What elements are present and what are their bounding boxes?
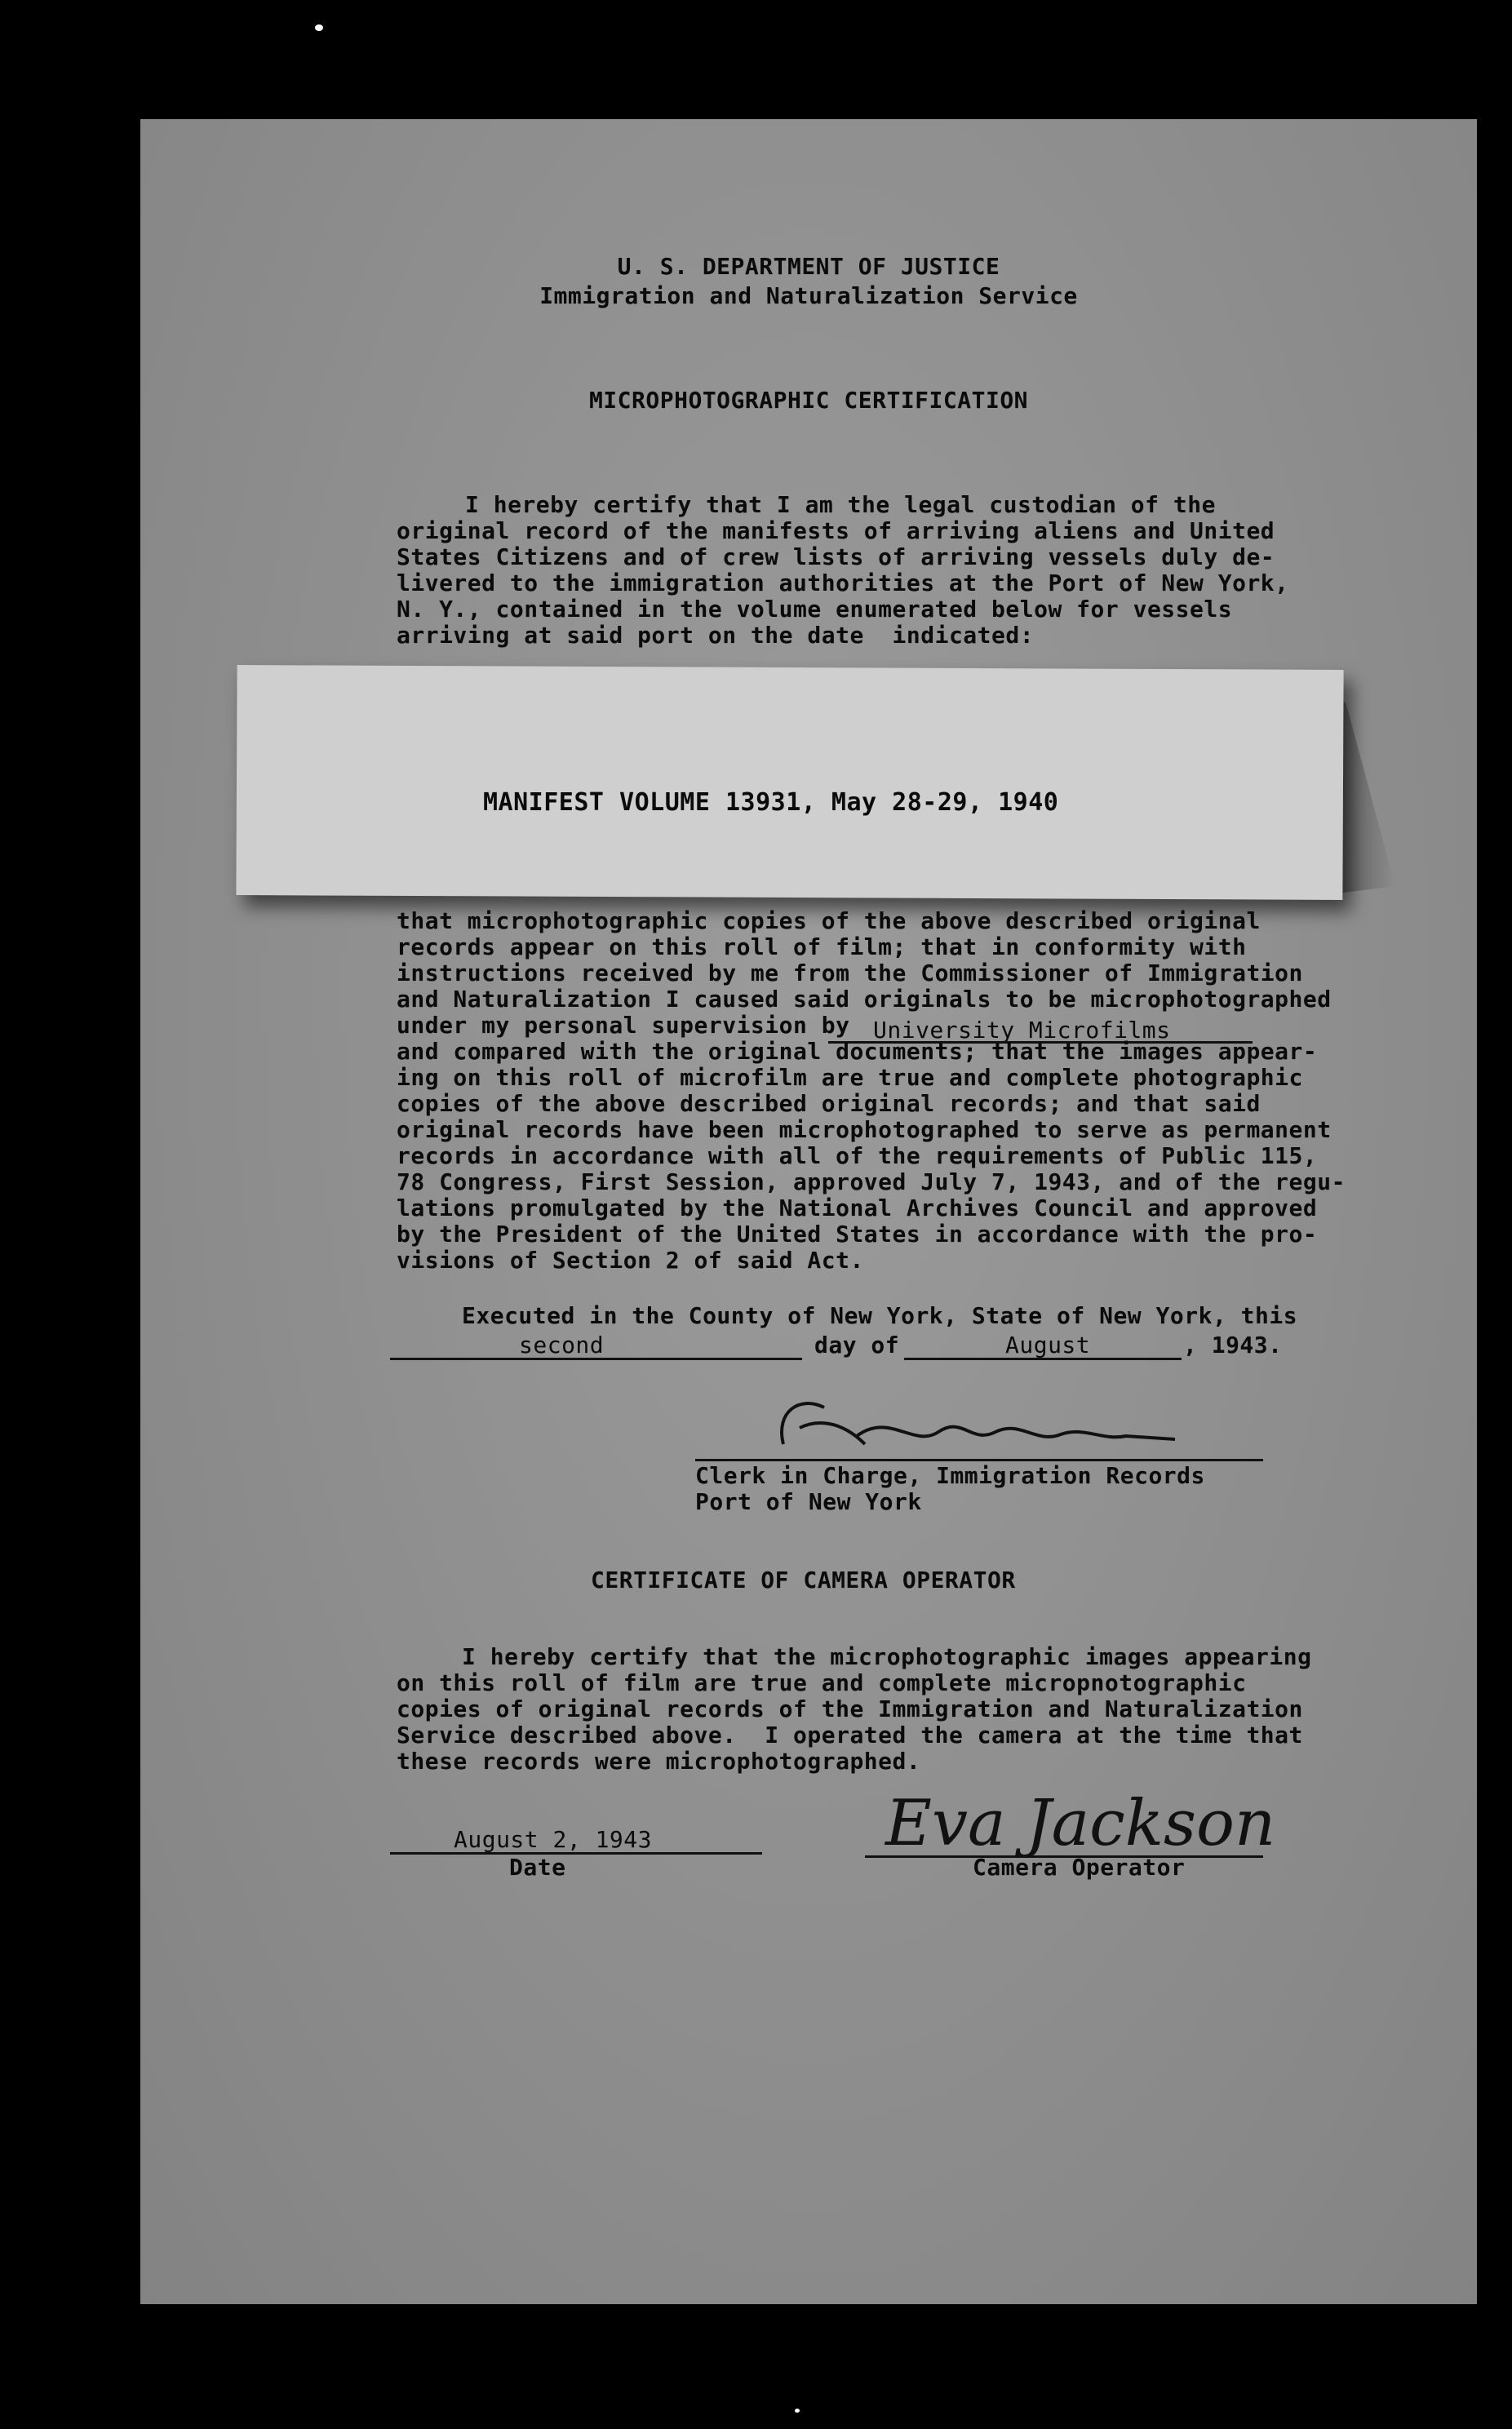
- body-line: by the President of the United States in accordance with the pro-: [397, 1221, 1318, 1248]
- clerk-port: Port of New York: [695, 1488, 922, 1515]
- clerk-signature: [767, 1387, 1191, 1461]
- body-line: under my personal supervision by: [397, 1012, 850, 1039]
- month-underline: [904, 1358, 1182, 1360]
- intro-line: original record of the manifests of arriving aliens and United: [397, 517, 1275, 544]
- agency-header: U. S. DEPARTMENT OF JUSTICE: [617, 253, 1000, 280]
- intro-line: livered to the immigration authorities at the Port of New York,: [397, 570, 1289, 596]
- executed-month: August: [1005, 1332, 1091, 1359]
- camera-body-line: Service described above. I operated the camera at the time that: [397, 1722, 1303, 1749]
- clerk-signature-line: [695, 1459, 1263, 1461]
- manifest-slip: [236, 665, 1343, 900]
- executed-day: second: [519, 1332, 605, 1359]
- body-line: and Naturalization I caused said originals to be microphotographed: [397, 986, 1332, 1013]
- camera-certificate-title: CERTIFICATE OF CAMERA OPERATOR: [591, 1567, 1016, 1593]
- operator-signature: Eva Jackson: [885, 1787, 1276, 1860]
- day-underline: [390, 1358, 802, 1360]
- manifest-volume-label: MANIFEST VOLUME 13931, May 28-29, 1940: [483, 788, 1059, 817]
- executed-line: Executed in the County of New York, State of New York, this: [462, 1302, 1298, 1329]
- body-line: 78 Congress, First Session, approved July 7, 1943, and of the regu-: [397, 1168, 1346, 1195]
- clerk-title: Clerk in Charge, Immigration Records: [695, 1462, 1205, 1489]
- body-line: instructions received by me from the Commissioner of Immigration: [397, 960, 1303, 986]
- camera-body-line: on this roll of film are true and complete micropnotographic: [397, 1669, 1247, 1696]
- intro-line: arriving at said port on the date indicated:: [397, 622, 1035, 649]
- film-speck: [795, 2409, 800, 2413]
- body-line: copies of the above described original records; and that said: [397, 1090, 1261, 1117]
- intro-line: I hereby certify that I am the legal custodian of the: [465, 491, 1216, 518]
- body-line: original records have been microphotographed to serve as permanent: [397, 1116, 1332, 1143]
- agency-subheader: Immigration and Naturalization Service: [539, 282, 1078, 309]
- supervisor-name: University Microfilms: [873, 1017, 1171, 1044]
- body-line: records appear on this roll of film; that in conformity with: [397, 933, 1247, 960]
- date-value: August 2, 1943: [454, 1826, 653, 1853]
- camera-body-line: these records were microphotographed.: [397, 1748, 921, 1775]
- camera-body-line: I hereby certify that the microphotographic images appearing: [462, 1643, 1312, 1670]
- body-line: that microphotographic copies of the above described original: [397, 907, 1261, 934]
- body-line: records in accordance with all of the requirements of Public 115,: [397, 1142, 1318, 1169]
- date-label: Date: [509, 1854, 566, 1881]
- executed-year: , 1943.: [1183, 1332, 1283, 1359]
- document-title: MICROPHOTOGRAPHIC CERTIFICATION: [588, 387, 1029, 414]
- body-line: visions of Section 2 of said Act.: [397, 1247, 864, 1274]
- intro-line: States Citizens and of crew lists of arriving vessels duly de-: [397, 543, 1275, 570]
- camera-body-line: copies of original records of the Immigration and Naturalization: [397, 1695, 1303, 1722]
- intro-line: N. Y., contained in the volume enumerated below for vessels: [397, 596, 1233, 623]
- body-line: ing on this roll of microfilm are true and complete photographic: [397, 1064, 1303, 1091]
- day-of-label: day of: [814, 1332, 900, 1359]
- date-underline: [390, 1852, 762, 1855]
- body-line: and compared with the original documents; that the images appear-: [397, 1038, 1318, 1065]
- body-line: lations promulgated by the National Archives Council and approved: [397, 1195, 1318, 1221]
- operator-label: Camera Operator: [973, 1854, 1186, 1881]
- film-speck: [315, 24, 323, 31]
